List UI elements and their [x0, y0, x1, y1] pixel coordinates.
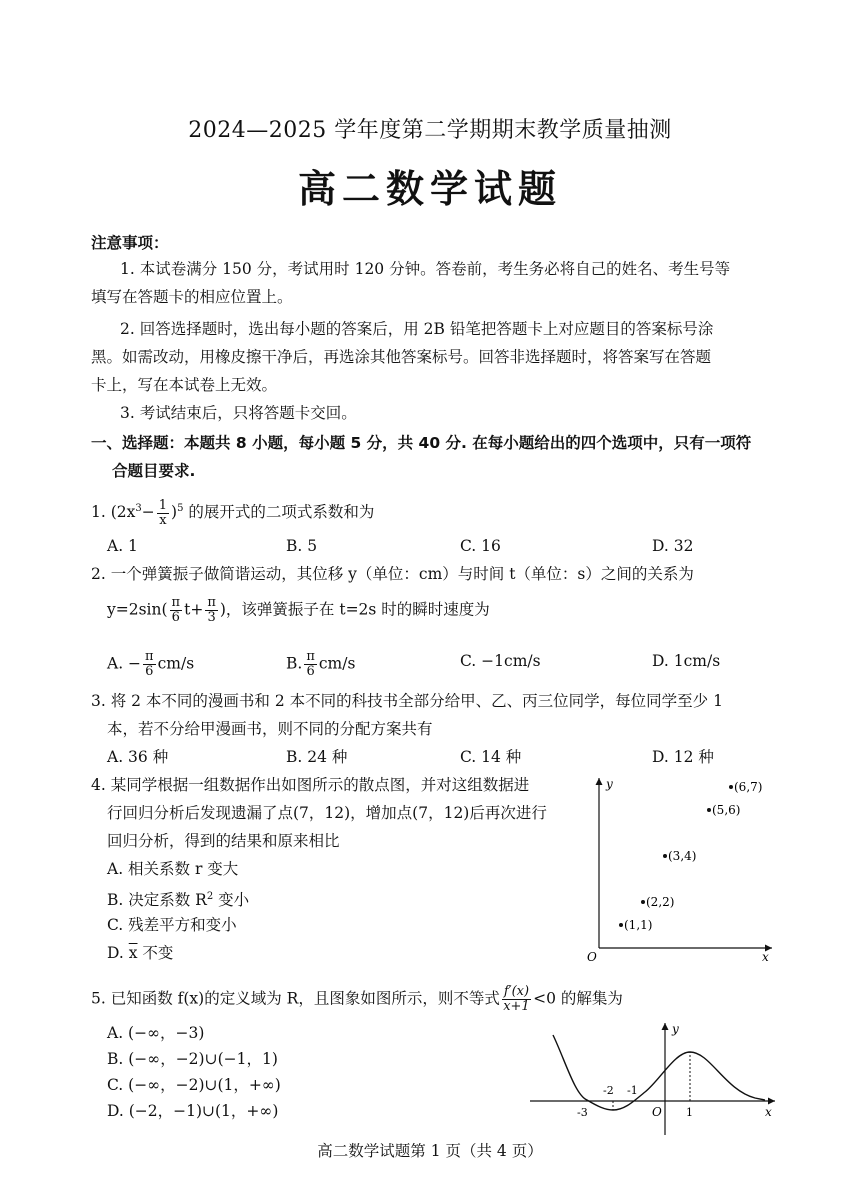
scatter-point-label: (5,6)	[712, 803, 741, 817]
scatter-point-label: (6,7)	[734, 780, 763, 794]
origin-label: O	[652, 1105, 662, 1119]
notice-item-2c: 卡上，写在本试卷上无效。	[91, 376, 278, 394]
section1-heading-1: 一、选择题：本题共 8 小题，每小题 5 分，共 40 分. 在每小题给出的四个选项中，只有一项符	[91, 434, 752, 452]
scatter-point	[663, 854, 667, 858]
y-axis-label: y	[672, 1022, 679, 1036]
tick-label-neg3: -3	[577, 1106, 588, 1119]
notice-item-1b: 填写在答题卡的相应位置上。	[91, 288, 293, 306]
question-1-stem: 1. ($2x^3-$ $\frac{1}{x}$ )$^5$ 的展开式的二项式系数和为	[91, 497, 375, 528]
tick-label-neg2: -2	[603, 1084, 614, 1097]
q4-option-a: A. 相关系数 r 变大	[107, 860, 239, 878]
q4-option-b: B. 决定系数 $R^2$ 变小	[107, 891, 250, 910]
scatter-point	[619, 923, 623, 927]
notice-item-2b: 黑。如需改动，用橡皮擦干净后，再选涂其他答案标号。回答非选择题时，将答案写在答题	[91, 348, 712, 366]
question-2-stem-2: y=2sin( $\frac{\pi}{6}$ t+ $\frac{\pi}{3}$ )，该弹簧振子在 t=2s 时的瞬时速度为	[107, 595, 490, 625]
question-4-stem-3: 回归分析，得到的结果和原来相比	[107, 832, 340, 850]
q5-option-a: A. (−∞，−3)	[107, 1024, 205, 1042]
q5-option-b: B. (−∞，−2)∪(−1，1)	[107, 1050, 278, 1068]
scatter-plot	[582, 770, 782, 965]
q2-option-a: A. − $\frac{\pi}{6}$ cm/s	[107, 649, 195, 679]
tick-label-neg1: -1	[627, 1084, 638, 1097]
q1-option-b: B. 5	[286, 537, 318, 555]
scatter-point-label: (2,2)	[646, 895, 675, 909]
question-2-stem-1: 2. 一个弹簧振子做简谐运动，其位移 y（单位：cm）与时间 t（单位：s）之间的关系为	[91, 565, 694, 583]
q4-option-c: C. 残差平方和变小	[107, 916, 237, 934]
q4-option-d: D. $\overline{x}$ 不变	[107, 944, 174, 962]
question-4-stem-2: 行回归分析后发现遗漏了点(7，12)，增加点(7，12)后再次进行	[107, 804, 547, 822]
q2-option-b: B. $\frac{\pi}{6}$ cm/s	[286, 649, 356, 679]
section1-heading-2: 合题目要求.	[112, 462, 196, 480]
origin-label: O	[587, 950, 597, 964]
q5-option-c: C. (−∞，−2)∪(1，+∞)	[107, 1076, 281, 1094]
question-3-stem-1: 3. 将 2 本不同的漫画书和 2 本不同的科技书全部分给甲、乙、丙三位同学，每位同学至少 1	[91, 692, 723, 710]
page-footer: 高二数学试题第 1 页（共 4 页）	[317, 1142, 543, 1160]
question-5-stem: 5. 已知函数 f(x)的定义域为 R，且图象如图所示，则不等式 $\frac{f'(x)}{x+1}$ <0 的解集为	[91, 984, 623, 1014]
notice-item-2a: 2. 回答选择题时，选出每小题的答案后，用 2B 铅笔把答题卡上对应题目的答案标号涂	[120, 320, 714, 338]
q1-option-c: C. 16	[460, 537, 501, 555]
function-graph	[525, 1020, 785, 1140]
question-3-stem-2: 本，若不分给甲漫画书，则不同的分配方案共有	[107, 720, 433, 738]
q3-option-c: C. 14 种	[460, 748, 522, 766]
notice-item-1a: 1. 本试卷满分 150 分，考试用时 120 分钟。答卷前，考生务必将自己的姓名、考生号等	[120, 260, 731, 278]
notice-item-3: 3. 考试结束后，只将答题卡交回。	[120, 404, 357, 422]
q1-option-d: D. 32	[652, 537, 694, 555]
y-axis-label: y	[606, 777, 613, 791]
scatter-point	[641, 900, 645, 904]
scatter-point-label: (1,1)	[624, 918, 653, 932]
q2-option-d: D. 1cm/s	[652, 652, 721, 670]
question-4-stem-1: 4. 某同学根据一组数据作出如图所示的散点图，并对这组数据进	[91, 776, 530, 794]
x-axis-label: x	[762, 950, 769, 964]
exam-subtitle: 2024—2025 学年度第二学期期末教学质量抽测	[188, 118, 672, 143]
q3-option-a: A. 36 种	[107, 748, 169, 766]
scatter-point-label: (3,4)	[668, 849, 697, 863]
q3-option-b: B. 24 种	[286, 748, 348, 766]
q3-option-d: D. 12 种	[652, 748, 714, 766]
q2-option-c: C. −1cm/s	[460, 652, 541, 670]
x-axis-label: x	[765, 1105, 772, 1119]
function-curve	[553, 1035, 765, 1110]
tick-label-1: 1	[686, 1106, 693, 1119]
notice-label: 注意事项：	[91, 234, 169, 252]
q1-option-a: A. 1	[107, 537, 138, 555]
scatter-point	[707, 808, 711, 812]
q5-option-d: D. (−2，−1)∪(1，+∞)	[107, 1102, 279, 1120]
scatter-point	[729, 785, 733, 789]
exam-title: 高二数学试题	[297, 167, 562, 211]
